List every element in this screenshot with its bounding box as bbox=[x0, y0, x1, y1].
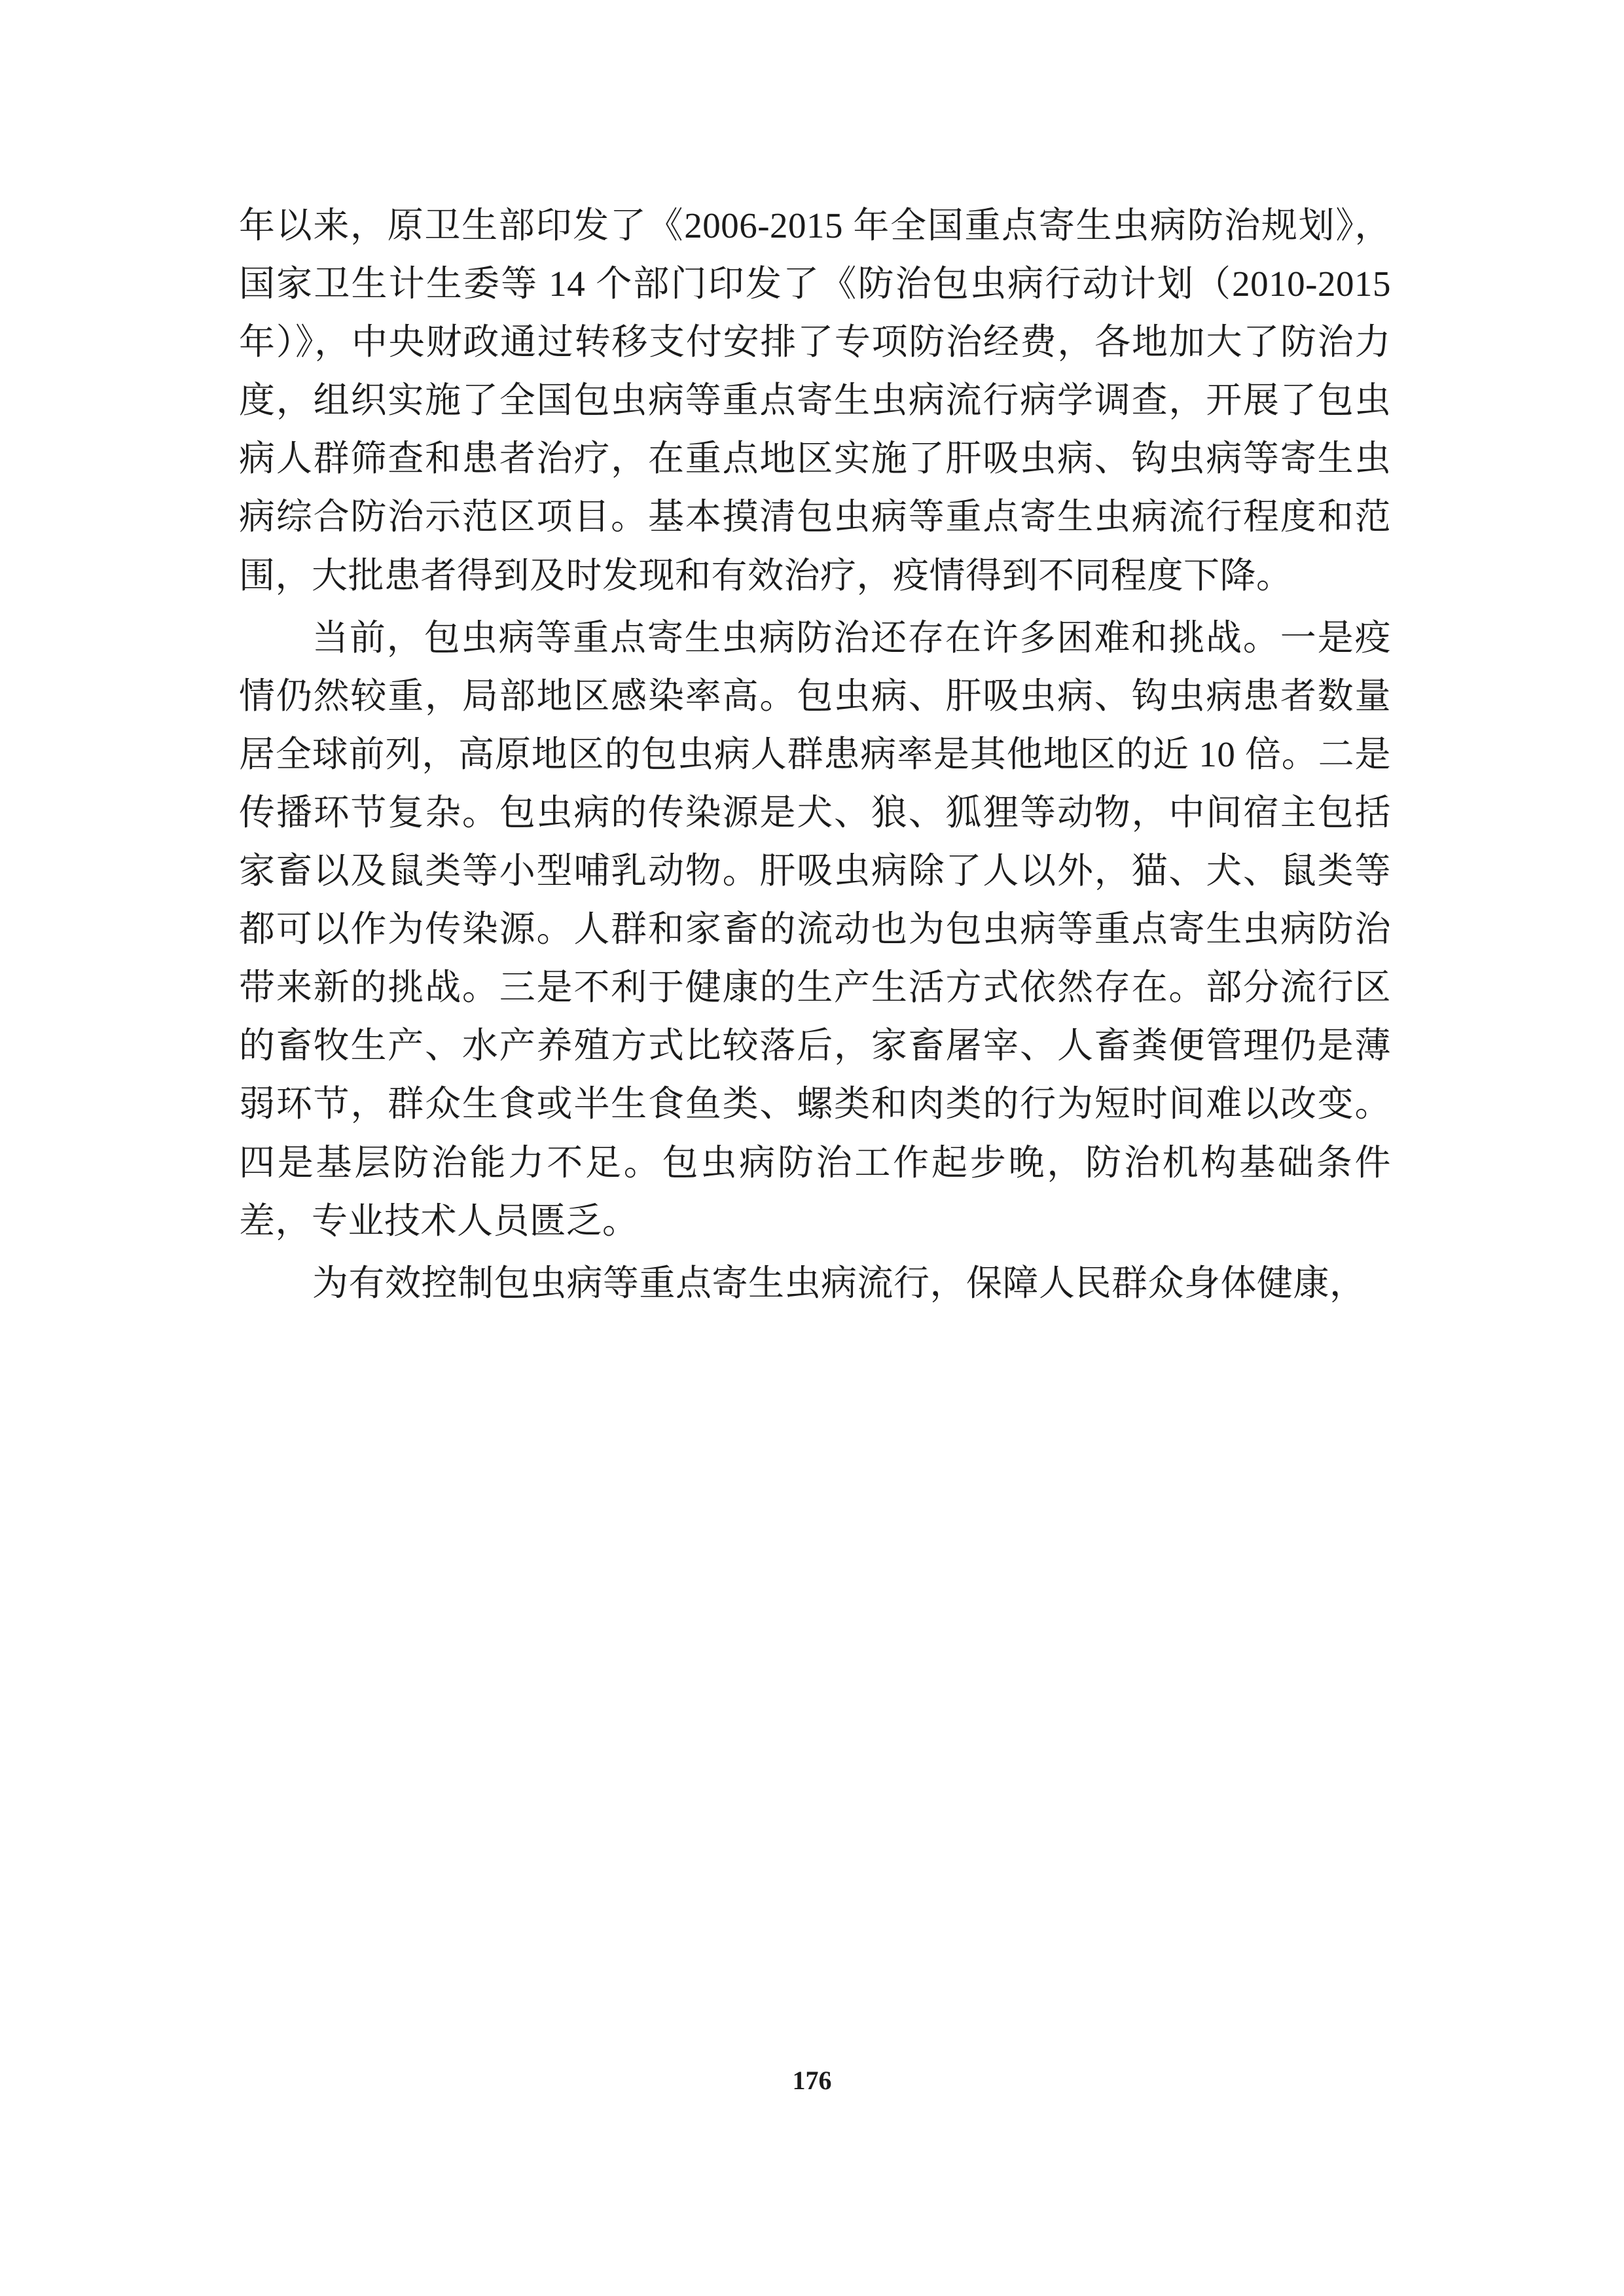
paragraph: 当前，包虫病等重点寄生虫病防治还存在许多困难和挑战。一是疫情仍然较重，局部地区感染率高。包虫病、肝吸虫病、钩虫病患者数量居全球前列，高原地区的包虫病人群患病率是其他地区的近 10 倍。二是传播环节复杂。包虫病的传染源是犬、狼、狐狸等动物，中间宿主包括家畜以及鼠类等小型哺乳动物。肝吸虫病除了人以外，猫、犬、鼠类等都可以作为传染源。人群和家畜的流动也为包虫病等重点寄生虫病防治带来新的挑战。三是不利于健康的生产生活方式依然存在。部分流行区的畜牧生产、水产养殖方式比较落后，家畜屠宰、人畜粪便管理仍是薄弱环节，群众生食或半生食鱼类、螺类和肉类的行为短时间难以改变。四是基层防治能力不足。包虫病防治工作起步晚，防治机构基础条件差，专业技术人员匮乏。 bbox=[239, 617, 1391, 1241]
page-body bbox=[239, 196, 1391, 1312]
paragraph: 年以来，原卫生部印发了《2006-2015 年全国重点寄生虫病防治规划》，国家卫生计生委等 14 个部门印发了《防治包虫病行动计划（2010-2015年）》，中央财政通过转移支付安排了专项防治经费，各地加大了防治力度，组织实施了全国包虫病等重点寄生虫病流行病学调查，开展了包虫病人群筛查和患者治疗，在重点地区实施了肝吸虫病、钩虫病等寄生虫病综合防治示范区项目。基本摸清包虫病等重点寄生虫病流行程度和范围，大批患者得到及时发现和有效治疗，疫情得到不同程度下降。 bbox=[239, 206, 1391, 596]
page-number: 176 bbox=[792, 2066, 832, 2095]
paragraph: 为有效控制包虫病等重点寄生虫病流行，保障人民群众身体健康， bbox=[312, 1263, 1366, 1303]
